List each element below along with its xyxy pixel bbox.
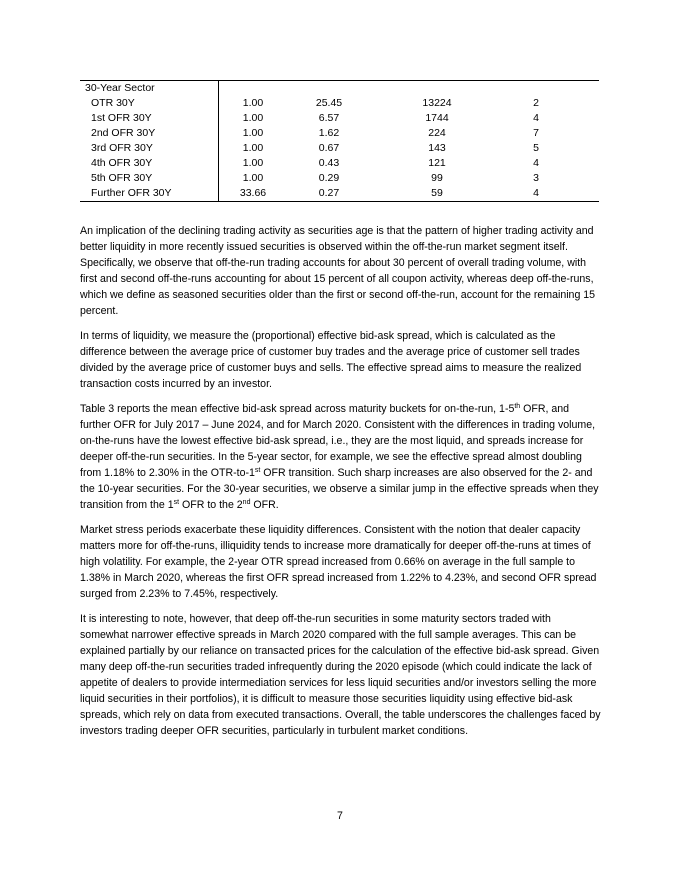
- liquidity-table-30-year: [80, 80, 599, 202]
- cell-col2: 0.67: [318, 142, 340, 154]
- cell-col3: 224: [428, 127, 446, 139]
- cell-col3: 59: [431, 187, 443, 199]
- cell-col2: 0.27: [318, 187, 340, 199]
- cell-col1: 33.66: [239, 187, 267, 199]
- row-label: 3rd OFR 30Y: [80, 141, 219, 156]
- cell-col2: 0.43: [318, 157, 340, 169]
- paragraph-table3: Table 3 reports the mean effective bid-ask spread across maturity buckets for on-the-run, 1-5th OFR, and further OFR for July 2017 – June 2024, and for March 2020. Consistent with the differences in trading volume, on-the-runs have the lowest effective bid-ask spread, i.e., they are the most liquid, and spreads increase for deeper off-the-run securities. In the 5-year sector, for example, we see the effective spread almost doubling from 1.18% to 2.30% in the OTR-to-1st OFR transition. Such sharp increases are also observed for the 2- and the 10-year securities. For the 30-year securities, we observe a similar jump in the effective spreads when they transition from the 1st OFR to the 2nd OFR.: [80, 403, 599, 511]
- row-label: Further OFR 30Y: [80, 186, 219, 202]
- table-row: [80, 156, 599, 171]
- cell-col2: 0.29: [318, 172, 340, 184]
- row-label: 5th OFR 30Y: [80, 171, 219, 186]
- table-row: [80, 96, 599, 111]
- cell-col2: 6.57: [318, 112, 340, 124]
- paragraph-liquidity-measure: In terms of liquidity, we measure the (proportional) effective bid-ask spread, which is calculated as the difference between the average price of customer buy trades and the average price of customer sell trades divided by the average price of customer buys and sells. The effective spread aims to measure the realized transaction costs incurred by an investor.: [80, 330, 582, 390]
- row-label: 2nd OFR 30Y: [80, 126, 219, 141]
- cell-col1: 1.00: [242, 172, 264, 184]
- cell-col4: 4: [533, 112, 539, 124]
- cell-col3: 13224: [422, 97, 452, 109]
- row-label: 4th OFR 30Y: [80, 156, 219, 171]
- row-label: OTR 30Y: [80, 96, 219, 111]
- table-row: [80, 186, 599, 202]
- cell-col2: 25.45: [315, 97, 343, 109]
- cell-col4: 2: [533, 97, 539, 109]
- cell-col4: 4: [533, 187, 539, 199]
- cell-col1: 1.00: [242, 112, 264, 124]
- cell-col3: 99: [431, 172, 443, 184]
- table-row: [80, 141, 599, 156]
- table-row: [80, 111, 599, 126]
- cell-col3: 121: [428, 157, 446, 169]
- cell-col4: 4: [533, 157, 539, 169]
- paragraph-deep-off-the-run: It is interesting to note, however, that deep off-the-run securities in some maturity sectors traded with somewhat narrower effective spreads in March 2020 compared with the full sample averages. This can be explained partially by our reliance on transacted prices for the calculation of the effective bid-ask spread. Given many deep off-the-run securities traded infrequently during the 2020 episode (which could indicate the lack of appetite of dealers to provide intermediation services for less liquid securities and/or investors selling the more liquid securities in their portfolios), it is difficult to measure those securities liquidity using effective bid-ask spreads, which rely on data from executed transactions. Overall, the table underscores the challenges faced by investors trading deeper OFR securities, particularly in turbulent market conditions.: [80, 613, 601, 737]
- paragraph-trading-activity: An implication of the declining trading activity as securities age is that the pattern of higher trading activity and better liquidity in more recently issued securities is observed within the off-the-run market segment itself. Specifically, we observe that off-the-run trading accounts for about 30 percent of overall trading volume, with first and second off-the-runs accounting for about 15 percent of all coupon activity, whereas deep off-the-runs, which we define as seasoned securities older than the first or second off-the-run, account for the remaining 15 percent.: [80, 225, 596, 317]
- table-row: [80, 126, 599, 141]
- cell-col1: 1.00: [242, 157, 264, 169]
- table-section-row: [80, 81, 599, 97]
- row-label: 1st OFR 30Y: [80, 111, 219, 126]
- table-row: [80, 171, 599, 186]
- cell-col4: 5: [533, 142, 539, 154]
- cell-col4: 7: [533, 127, 539, 139]
- table-section-label: 30-Year Sector: [80, 81, 219, 97]
- body-text: [80, 223, 602, 748]
- cell-col1: 1.00: [242, 127, 264, 139]
- cell-col1: 1.00: [242, 97, 264, 109]
- cell-col4: 3: [533, 172, 539, 184]
- cell-col1: 1.00: [242, 142, 264, 154]
- cell-col3: 1744: [425, 112, 449, 124]
- paragraph-market-stress: Market stress periods exacerbate these liquidity differences. Consistent with the notion that dealer capacity matters more for off-the-runs, illiquidity tends to increase more dramatically for deeper off-the-runs at times of high volatility. For example, the 2-year OTR spread increased from 0.66% on average in the full sample to 1.38% in March 2020, whereas the first OFR spread increased from 1.22% to 4.23%, and second OFR spread surged from 2.23% to 7.45%, respectively.: [80, 524, 597, 600]
- cell-col2: 1.62: [318, 127, 340, 139]
- cell-col3: 143: [428, 142, 446, 154]
- page-number: 7: [337, 810, 343, 822]
